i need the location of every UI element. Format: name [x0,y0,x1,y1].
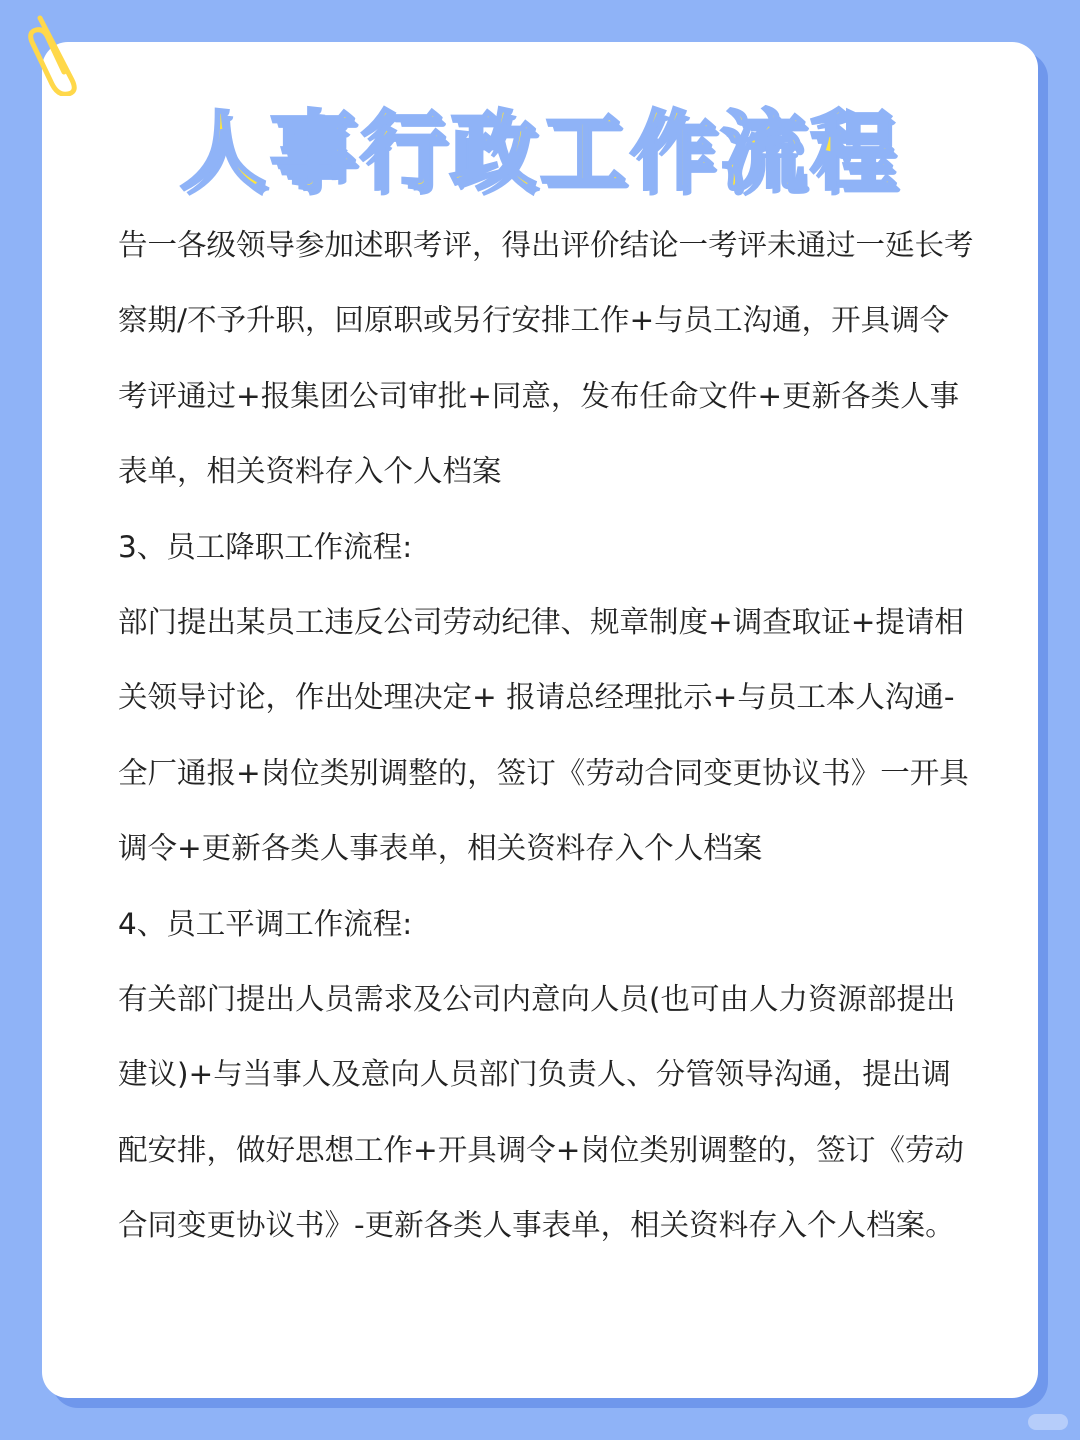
page-title: 人事行政工作流程 [180,102,900,202]
paragraph-transfer: 有关部门提出人员需求及公司内意向人员(也可由人力资源部提出建议)+与当事人及意向人员部门负责人、分管领导沟通，提出调配安排，做好思想工作+开具调令+岗位类别调整的，签订《劳动合同变更协议书》-更新各类人事表单，相关资料存入个人档案。 [118,982,964,1243]
article-body [118,208,978,1264]
section-heading-demotion: 3、员工降职工作流程: [118,529,413,564]
paragraph-promotion-review: 告一各级领导参加述职考评，得出评价结论一考评未通过一延长考察期/不予升职，回原职或另行安排工作+与员工沟通，开具调令考评通过+报集团公司审批+同意，发布任命文件+更新各类人事表单，相关资料存入个人档案 [118,228,974,489]
section-heading-transfer: 4、员工平调工作流程: [118,906,413,941]
paragraph-demotion: 部门提出某员工违反公司劳动纪律、规章制度+调查取证+提请相关领导讨论，作出处理决定+ 报请总经理批示+与员工本人沟通-全厂通报+岗位类别调整的，签订《劳动合同变更协议书》一开具调令+更新各类人事表单，相关资料存入个人档案 [118,605,969,866]
watermark [1028,1414,1068,1430]
